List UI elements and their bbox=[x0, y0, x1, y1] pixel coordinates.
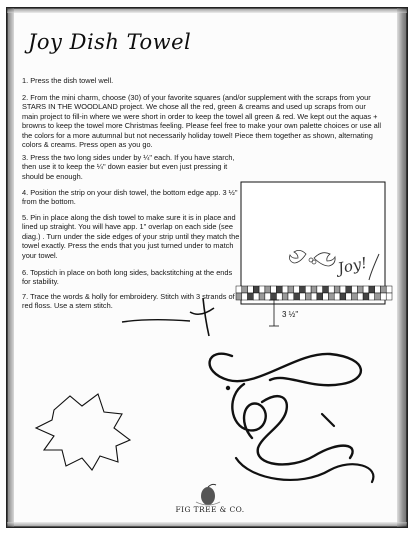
brand-name: FIG TREE & CO. bbox=[175, 505, 245, 514]
step-6: 6. Topstich in place on both long sides, backstitching at the ends for stability. bbox=[22, 268, 233, 287]
exclaim-stroke bbox=[322, 414, 334, 426]
step-4: 4. Position the strip on your dish towel, the bottom edge app. 3 ½" from the bottom. bbox=[22, 188, 238, 207]
script-dot bbox=[226, 386, 230, 390]
page-title: Joy Dish Towel bbox=[28, 30, 192, 54]
measurement-label: 3 ½" bbox=[282, 310, 299, 319]
step-5: 5. Pin in place along the dish towel to make sure it is in place and lined up straight. You will have app. 1" overlap on each side (see diag.) . Turn under the side edges of your strip until they match the towel exactly. Press the ends that you just turned under to match your towel. bbox=[22, 213, 240, 260]
step-3: 3. Press the two long sides under by ¼" each. If you have starch, then use it to keep the ¼" down easier but even just pressing it should be enough. bbox=[22, 153, 235, 181]
holly-leaf-large-icon bbox=[36, 394, 130, 470]
script-stroke-y bbox=[258, 396, 353, 464]
step-1: 1. Press the dish towel well. bbox=[22, 76, 114, 85]
script-stroke-o bbox=[232, 384, 265, 438]
embroidery-word: Joy! bbox=[336, 253, 369, 278]
step-7: 7. Trace the words & holly for embroidery. Stitch with 3 strands of red floss. Use a stem stitch. bbox=[22, 292, 235, 311]
script-stroke-top bbox=[210, 354, 361, 386]
step-2: 2. From the mini charm, choose (30) of your favorite squares (and/or supplement with the scraps from your STARS IN THE WOODLAND project. We chose all the red, green & creams and used up scraps from our main project to fill-in where we were short in order to keep the towel all green & red. We kept out the aquas + browns to keep the towel more Christmas feeling. Please feel free to make your own palette choices or use all the colors for a more autumnal but not necessarily holiday towel! Piece them together as shown, alternating colors & creams. Press open as you go. bbox=[22, 93, 382, 150]
